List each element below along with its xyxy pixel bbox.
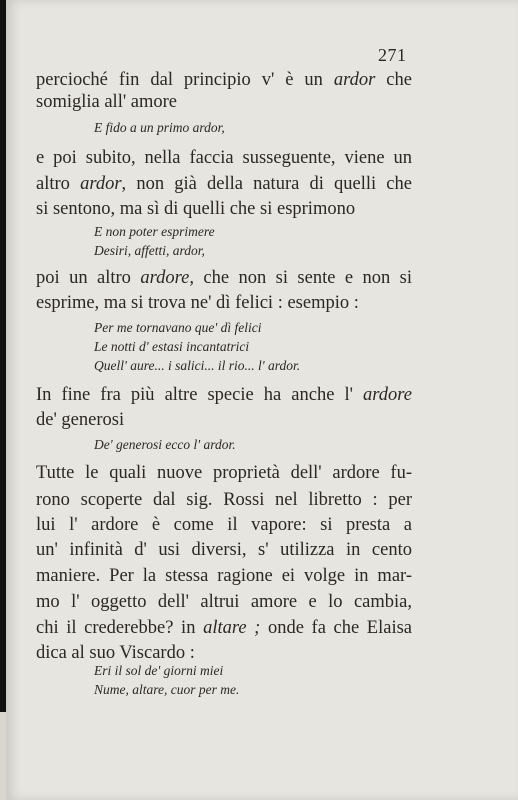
prose-line xyxy=(36,148,412,168)
page-number: 271 xyxy=(378,45,407,65)
text-span: Tutte le quali nuove proprietà dell' ardore fu- xyxy=(36,463,412,483)
text-span: altro xyxy=(36,174,81,194)
text-span: e poi subito, nella faccia susseguente, viene un xyxy=(36,148,412,168)
verse-line: E non poter esprimere xyxy=(94,224,215,239)
book-page xyxy=(6,0,518,800)
italic-word: ardore xyxy=(363,385,412,405)
verse-line: E fido a un primo ardor, xyxy=(94,120,225,135)
prose-line xyxy=(36,618,412,638)
text-span: dica al suo Viscardo : xyxy=(36,643,195,663)
text-span: si sentono, ma sì di quelli che si esprimono xyxy=(36,199,356,219)
prose-line xyxy=(36,385,412,405)
verse-line: Desiri, affetti, ardor, xyxy=(94,243,205,258)
prose-line xyxy=(36,540,412,560)
text-span: mo l' oggetto dell' altrui amore e lo cambia, xyxy=(36,592,412,612)
text-span: de' generosi xyxy=(36,410,125,430)
verse-line: Per me tornavano que' dì felici xyxy=(94,320,262,335)
text-span: un' infinità d' usi diversi, s' utilizza in cento xyxy=(36,540,412,560)
text-span: che non si sente e non si xyxy=(193,268,413,288)
prose-line xyxy=(36,410,412,430)
text-span: maniere. Per la stessa ragione ei volge in mar- xyxy=(36,566,412,586)
verse-line: Nume, altare, cuor per me. xyxy=(94,682,240,697)
italic-word: ardor xyxy=(80,174,122,194)
prose-line xyxy=(36,643,412,663)
verse-line: Eri il sol de' giorni miei xyxy=(94,663,224,678)
text-span: , non già della natura di quelli che xyxy=(121,174,412,194)
text-span: chi il crederebbe? in xyxy=(36,618,204,638)
text-span: che xyxy=(375,70,412,90)
text-span: percioché fin dal principio v' è un xyxy=(36,70,334,90)
verse-line: De' generosi ecco l' ardor. xyxy=(94,437,236,452)
prose-line xyxy=(36,92,412,112)
text-span: poi un altro xyxy=(36,268,141,288)
prose-line xyxy=(36,293,412,313)
text-span: rono scoperte dal sig. Rossi nel libretto : per xyxy=(36,490,412,510)
prose-line xyxy=(36,566,412,586)
prose-line xyxy=(36,268,412,288)
text-span: somiglia all' amore xyxy=(36,92,178,112)
prose-line xyxy=(36,490,412,510)
italic-word: altare ; xyxy=(203,618,261,638)
prose-line xyxy=(36,515,412,535)
prose-line xyxy=(36,174,412,194)
prose-line xyxy=(36,463,412,483)
italic-word: ardore, xyxy=(140,268,194,288)
prose-line xyxy=(36,199,412,219)
verse-line: Quell' aure... i salici... il rio... l' ardor. xyxy=(94,358,301,373)
text-span: lui l' ardore è come il vapore: si presta a xyxy=(36,515,412,535)
text-span: In fine fra più altre specie ha anche l' xyxy=(36,385,363,405)
prose-line xyxy=(36,592,412,612)
verse-line: Le notti d' estasi incantatrici xyxy=(94,339,250,354)
text-span: onde fa che Elaisa xyxy=(260,618,412,638)
prose-line xyxy=(36,70,412,90)
italic-word: ardor xyxy=(333,70,376,90)
text-span: esprime, ma si trova ne' dì felici : esempio : xyxy=(36,293,359,313)
